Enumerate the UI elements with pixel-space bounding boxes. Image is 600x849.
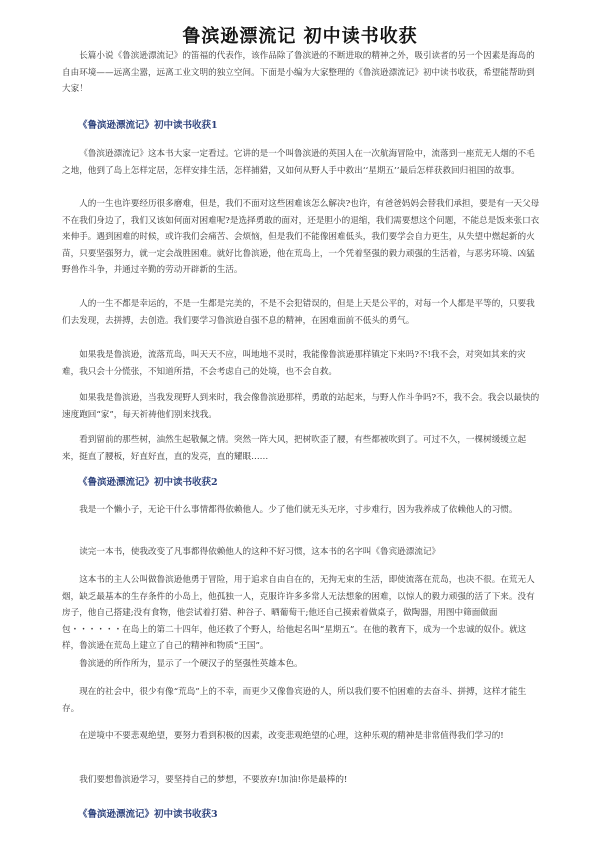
section-heading-3: 《鲁滨逊漂流记》初中读书收获3 [78,809,218,820]
section1-paragraph-5: 如果我是鲁滨逊，当我发现野人到来时，我会像鲁滨逊那样，勇敢的站起来，与野人作斗争吗?不，我不会。我会以最快的速度跑回“家”，每天祈祷他们别来找我。 [62,393,540,420]
section2-paragraph-6: 在逆境中不要悲观绝望，要努力看到积极的因素，改变悲观绝望的心理，这种乐观的精神是非常值得我们学习的! [79,731,504,741]
section2-paragraph-2: 读完一本书，使我改变了凡事都得依赖他人的这种不好习惯，这本书的名字叫《鲁宾逊漂流记》 [79,547,441,557]
page-title: 鲁滨逊漂流记 初中读书收获 [182,26,418,47]
section2-paragraph-7: 我们要想鲁滨逊学习，要坚持自己的梦想，不要放弃!加油!你是最棒的! [79,775,348,785]
section1-paragraph-4: 如果我是鲁滨逊，流落荒岛，叫天天不应，叫地地不灵时，我能像鲁滨逊那样镇定下来吗?不!我不会，对突如其来的灾难，我只会十分慌张，不知道所措，不会考虑自己的处境，也不会自救。 [62,350,526,377]
section-heading-1: 《鲁滨逊漂流记》初中读书收获1 [78,120,218,131]
section1-paragraph-3: 人的一生不都是幸运的，不是一生都是完美的，不是不会犯错误的，但是上天是公平的，对每一个人都是平等的，只要我们去发现，去拼搏，去创造。我们要学习鲁滨逊自强不息的精神，在困难面前不低头的勇气。 [62,299,535,326]
section2-paragraph-3: 这本书的主人公叫做鲁滨逊他勇于冒险，用于追求自由自在的，无拘无束的生活，即使流落在荒岛，也决不很。在荒无人烟，缺乏最基本的生存条件的小岛上，他孤独一人，克服许许多多常人无法想象的困难，以惊人的毅力顽强的活了下来。没有房子，他自己搭建;没有食物，他尝试着打猎、种谷子、晒葡萄干;他还自己摸索着做桌子，做陶器，用图中筛面做面包・・・・・・在岛上的第二十四年，他还救了个野人，给他起名叫“星期五”。在他的教育下，成为一个忠诚的奴仆。就这样，鲁滨逊在荒岛上建立了自己的精神和物质“王国”。 [62,575,535,651]
section1-paragraph-6: 看到留前的那些树，油然生起敬佩之情。突然一阵大风，把树吹歪了腰，有些都被吹到了。可过不久，一棵树缓缓立起来，挺直了腰板，好直好直，直的发亮，直的耀眼…… [62,435,527,462]
section1-paragraph-2: 人的一生也许要经历很多磨难，但是，我们不面对这些困难该怎么解决?也许，有爸爸妈妈会替我们承担，要是有一天父母不在我们身边了，我们又该如何面对困难呢?是选择勇敢的面对，还是胆小的退缩，我们需要想这个问题，不能总是饭来张口衣来伸手。遇到困难的时候，或许我们会痛苦、会烦恼，但是我们不能像困难低头，我们要学会自力更生，从失望中燃起新的火苗，只要坚强努力，就一定会战胜困难。就好比鲁滨逊，他在荒岛上，一个凭着坚强的毅力顽强的生活着，与恶劣环境、凶猛野兽作斗争，并通过辛勤的劳动开辟新的生活。 [62,199,540,275]
section2-paragraph-5: 现在的社会中，很少有像“荒岛”上的不幸，而更少又像鲁宾逊的人，所以我们要不怕困难的去奋斗、拼搏，这样才能生存。 [62,687,527,714]
section-heading-2: 《鲁滨逊漂流记》初中读书收获2 [78,477,218,488]
section2-paragraph-4: 鲁滨逊的所作所为，显示了一个硬汉子的坚强性英雄本色。 [79,659,303,669]
section1-paragraph-1: 《鲁滨逊漂流记》这本书大家一定看过。它讲的是一个叫鲁滨逊的英国人在一次航海冒险中，流落到一座荒无人烟的不毛之地，他到了岛上怎样定居，怎样安排生活，怎样捕猎，又如何从野人手中救出‘‘星期五’’最后怎样获救回归祖国的故事。 [62,149,535,176]
intro-paragraph: 长篇小说《鲁滨逊漂流记》的笛福的代表作，该作品除了鲁滨逊的不断进取的精神之外，吸引读者的另一个因素是海岛的自由环境——远离尘嚣，远离工业文明的独立空间。下面是小编为大家整理的《鲁滨逊漂流记》初中读书收获，希望能帮助到大家！ [62,51,535,94]
section2-paragraph-1: 我是一个懒小子，无论干什么事情都得依赖他人。少了他们就无头无序，寸步难行，因为我养成了依赖他人的习惯。 [79,505,518,515]
